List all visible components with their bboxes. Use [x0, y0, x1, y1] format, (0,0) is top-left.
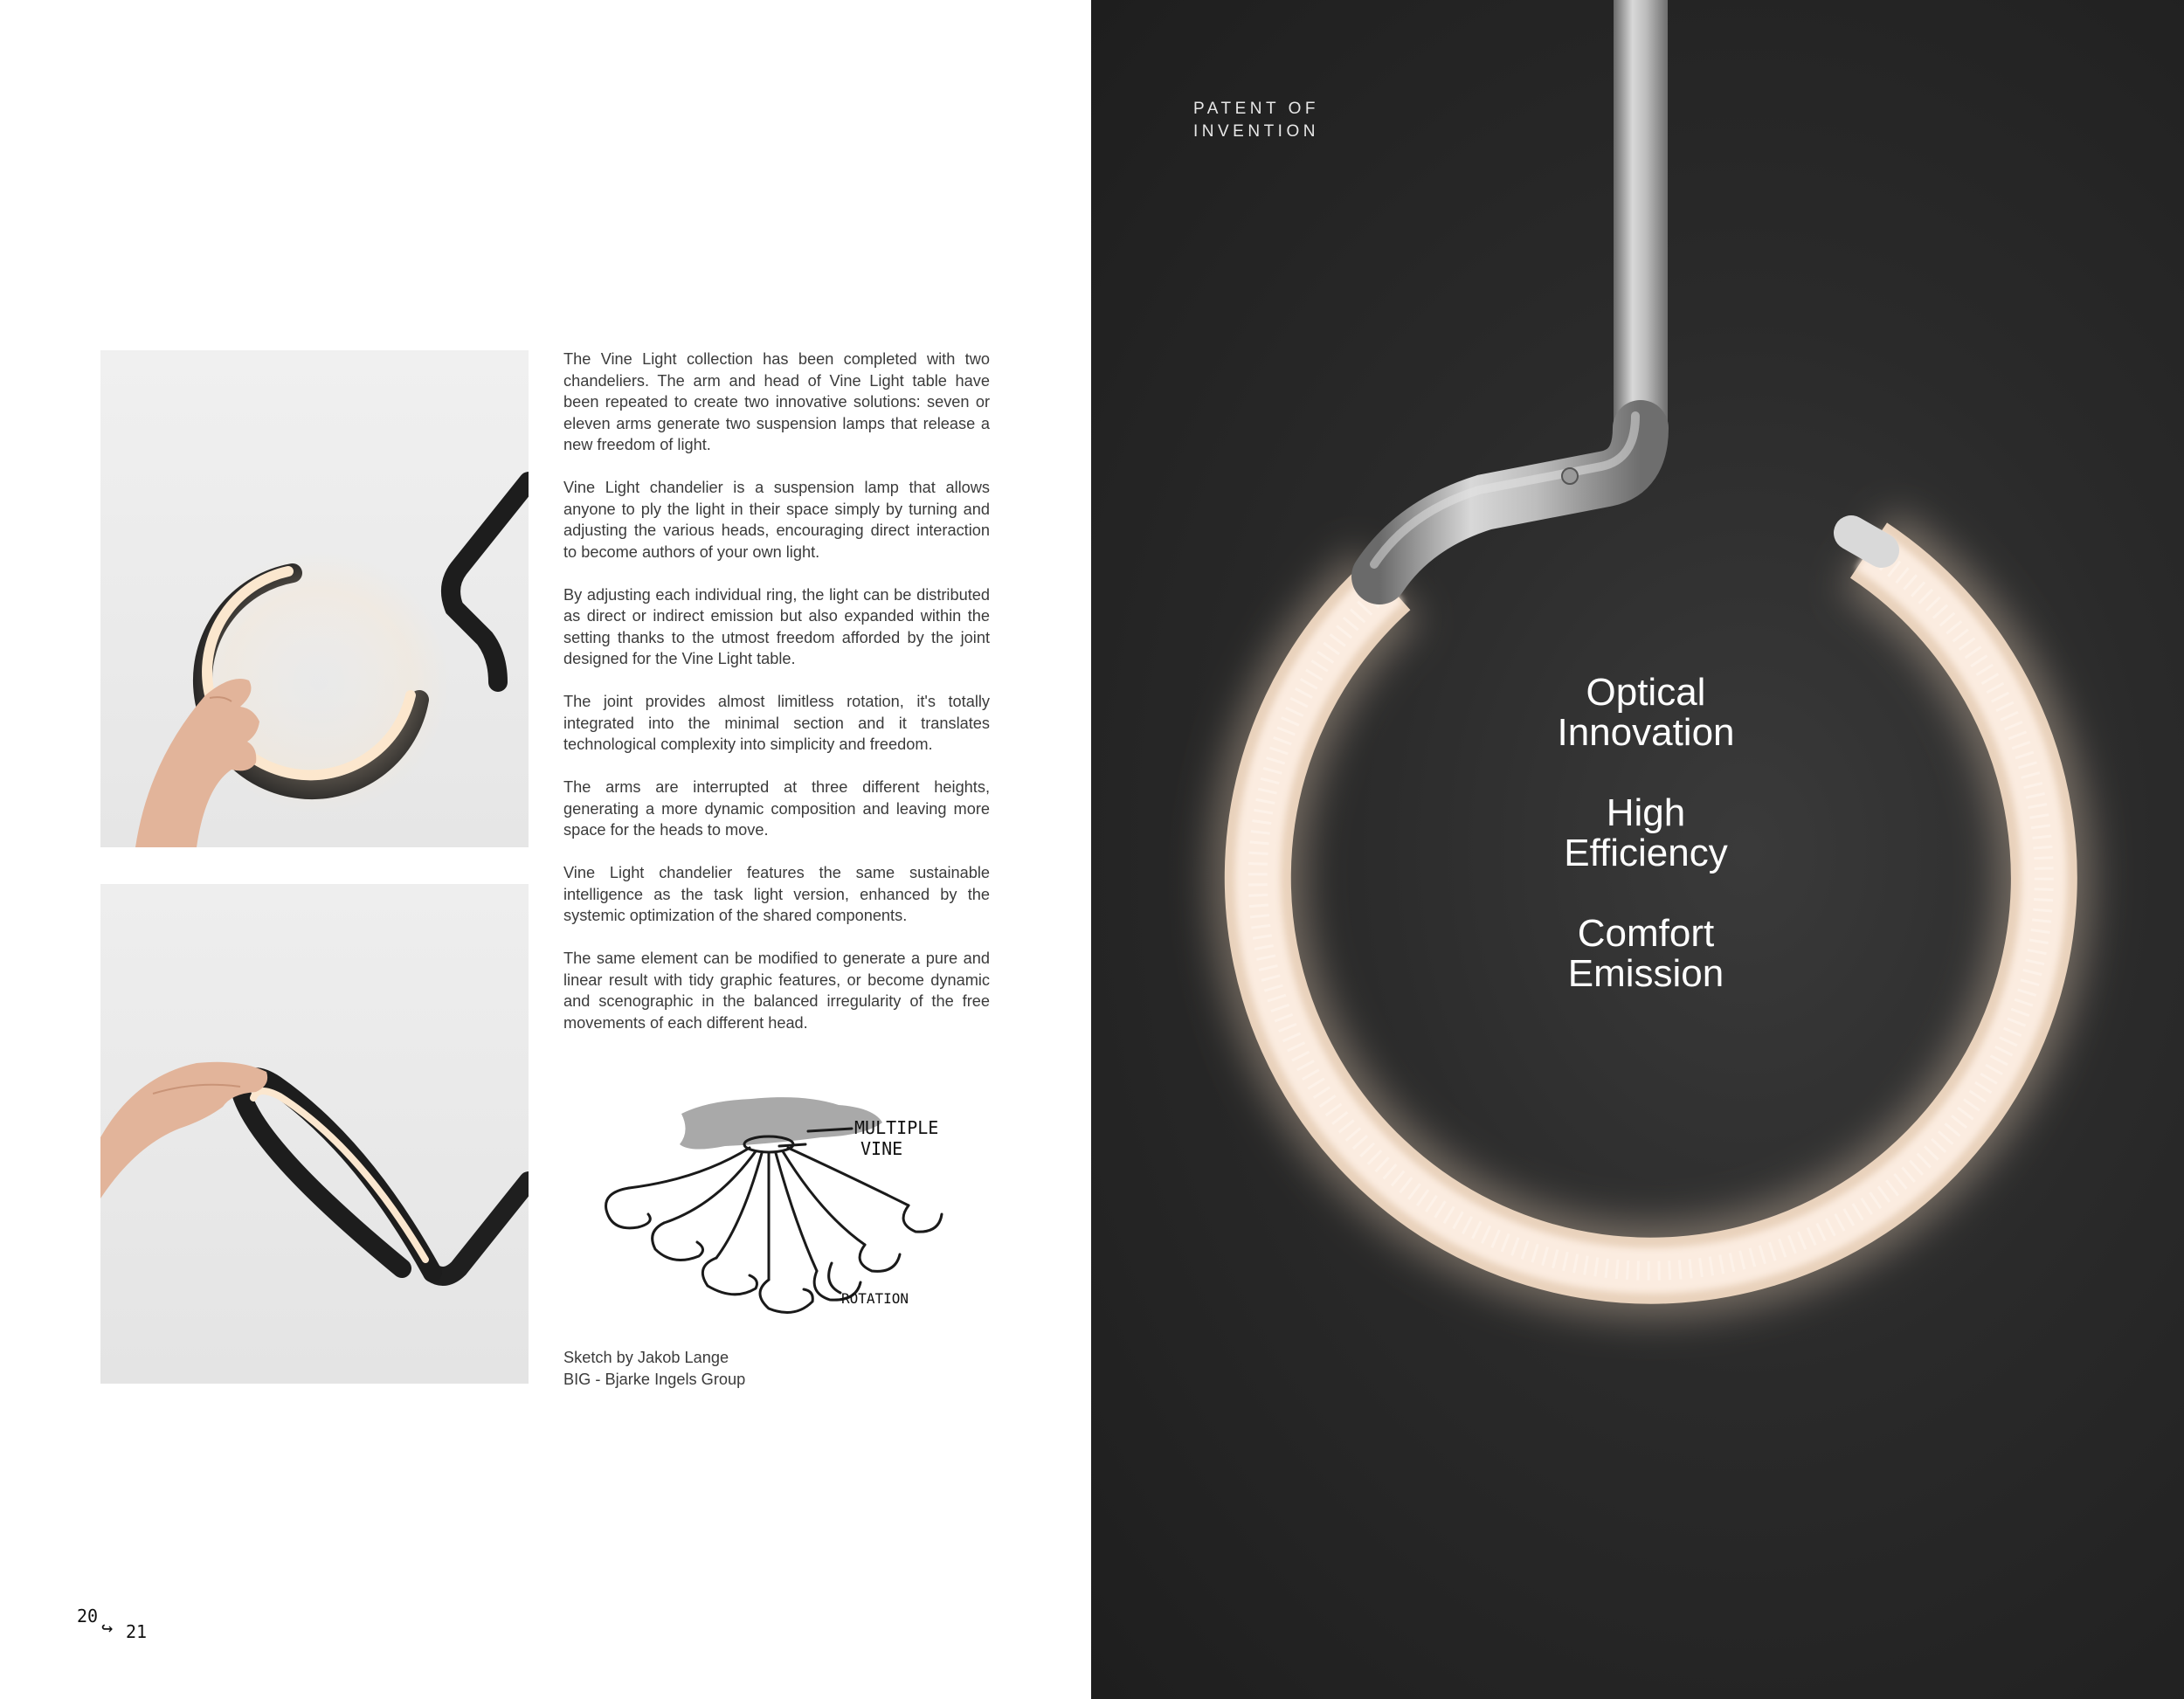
body-paragraph: By adjusting each individual ring, the light can be distributed as direct or indirect emission but also expanded within the setting thanks to the utmost freedom afforded by the joint designed for the Vine Light table. [563, 585, 990, 667]
patent-label-line-1: PATENT OF [1193, 100, 1319, 118]
caption-author: Sketch by Jakob Lange [563, 1349, 729, 1366]
body-paragraph: The arms are interrupted at three different heights, generating a more dynamic composition and leaving more space for the heads to move. [563, 778, 990, 839]
feature-comfort-emission [1427, 914, 1864, 994]
body-paragraph: The Vine Light collection has been completed with two chandeliers. The arm and head of Vine Light table have been repeated to create two innovative solutions: seven or eleven arms generate two suspension lamps that release a new freedom of light. [563, 350, 990, 453]
page-turn-arrow-icon: ↪ [101, 1618, 114, 1640]
sketch-caption [563, 1347, 745, 1390]
right-page [1091, 0, 2184, 1699]
body-paragraph: Vine Light chandelier is a suspension lamp that allows anyone to ply the light in their space simply by turning and adjusting the various heads, encouraging direct interaction to become authors of your own light. [563, 479, 990, 561]
feature-high-efficiency [1427, 793, 1864, 874]
feature-optical-innovation [1427, 673, 1864, 753]
feature-line: Efficiency [1564, 832, 1728, 874]
feature-line: Emission [1567, 952, 1724, 995]
lamp-photo-hand-ring [100, 350, 529, 847]
feature-line: Innovation [1557, 711, 1735, 754]
feature-line: High [1606, 791, 1686, 834]
sketch-label-rotation: ROTATION [841, 1290, 909, 1307]
patent-label [1193, 98, 1319, 143]
left-page [0, 0, 1091, 1699]
chandelier-sketch [594, 1083, 978, 1328]
body-paragraph: The joint provides almost limitless rotation, it's totally integrated into the minimal section and it translates technological complexity into simplicity and freedom. [563, 693, 990, 753]
feature-line: Comfort [1577, 912, 1715, 955]
body-text [563, 349, 990, 1055]
sketch-label-vine: VINE [860, 1138, 903, 1159]
lamp-photo-hand-bent-ring [100, 884, 529, 1384]
feature-list [1427, 673, 1864, 1034]
patent-label-line-2: INVENTION [1193, 122, 1319, 141]
page-number-current: 20 [77, 1606, 99, 1626]
feature-line: Optical [1586, 671, 1706, 714]
sketch-label-multiple: MULTIPLE [854, 1117, 939, 1138]
caption-studio: BIG - Bjarke Ingels Group [563, 1370, 746, 1388]
body-paragraph: Vine Light chandelier features the same sustainable intelligence as the task light version, enhanced by the systemic optimization of the shared components. [563, 864, 990, 924]
body-paragraph: The same element can be modified to generate a pure and linear result with tidy graphic features, or become dynamic and scenographic in the balanced irregularity of the free movements of each different head. [563, 950, 990, 1032]
page-number-next: 21 [126, 1621, 148, 1642]
